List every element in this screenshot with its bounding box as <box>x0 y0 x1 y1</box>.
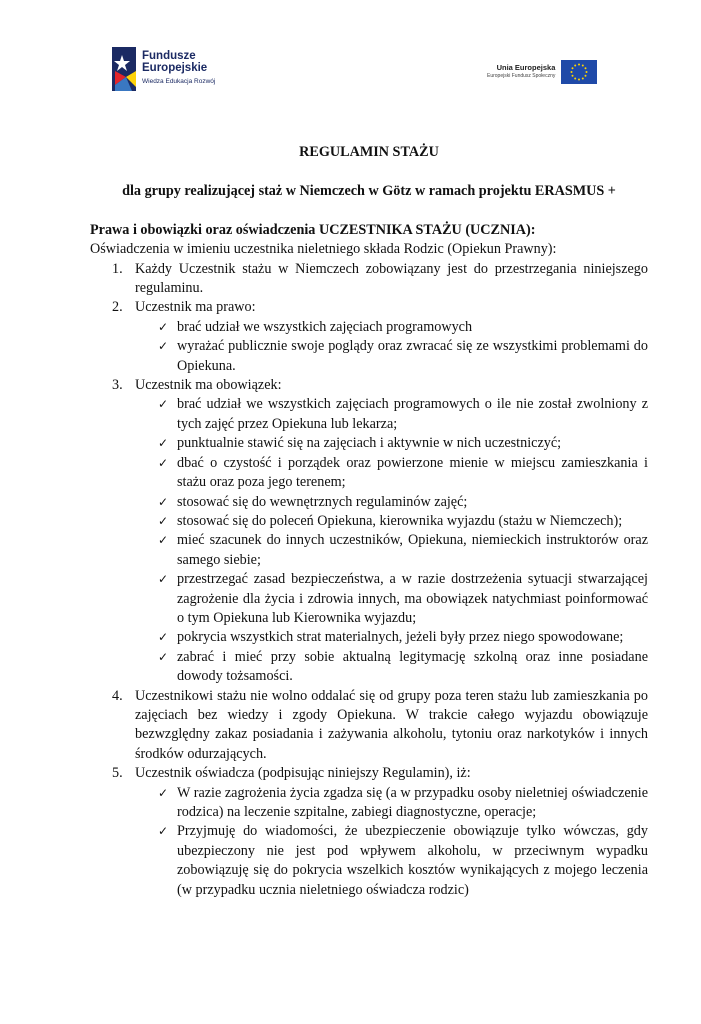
fe-logo-line3: Wiedza Edukacja Rozwój <box>142 78 216 85</box>
checklist-item-text: mieć szacunek do innych uczestników, Opiekuna, niemieckich instruktorów oraz samego siebie; <box>177 532 648 568</box>
checkmark-icon: ✓ <box>158 319 169 334</box>
list-item-number: 2. <box>112 299 123 316</box>
checklist-item-text: brać udział we wszystkich zajęciach programowych <box>177 318 473 335</box>
checklist-item-text: stosować się do wewnętrznych regulaminów zajęć; <box>177 493 468 510</box>
checkmark-icon: ✓ <box>158 533 169 548</box>
list-item-text: Uczestnik ma prawo: <box>135 299 256 316</box>
document-subtitle: dla grupy realizującej staż w Niemczech w Götz w ramach projektu ERASMUS + <box>122 183 616 200</box>
checklist-item <box>90 570 648 628</box>
checklist-item <box>90 628 648 647</box>
checklist-item <box>90 493 648 512</box>
fe-logo-line1: Fundusze <box>142 50 196 62</box>
list-item <box>90 687 648 765</box>
list-item <box>90 764 648 783</box>
checklist-item <box>90 318 648 337</box>
eu-logo <box>487 58 597 86</box>
checklist-item <box>90 395 648 434</box>
checkmark-icon: ✓ <box>158 339 169 354</box>
intro-text: Oświadczenia w imieniu uczestnika nieletniego składa Rodzic (Opiekun Prawny): <box>90 241 557 258</box>
list-item-number: 1. <box>112 260 123 277</box>
list-item-text: Każdy Uczestnik stażu w Niemczech zobowiązany jest do przestrzegania niniejszego regulaminu. <box>135 260 648 297</box>
checkmark-icon: ✓ <box>158 436 169 451</box>
list-item-number: 5. <box>112 765 123 782</box>
checklist-item <box>90 648 648 687</box>
eu-logo-line2: Europejski Fundusz Społeczny <box>487 73 556 79</box>
checkmark-icon: ✓ <box>158 494 169 509</box>
checklist-item-text: punktualnie stawić się na zajęciach i aktywnie w nich uczestniczyć; <box>177 435 562 452</box>
list-item-text: Uczestnikowi stażu nie wolno oddalać się od grupy poza teren stażu lub zamieszkania po zajęciach bez wiedzy i zgody Opiekuna. W trakcie całego wyjazdu obowiązuje bezwzględny zakaz posiadania i zażywania alkoholu, tytoniu oraz narkotyków i innych środków odurzających. <box>135 687 648 762</box>
fe-star-icon <box>112 47 136 91</box>
checklist-item-text: stosować się do poleceń Opiekuna, kierownika wyjazdu (stażu w Niemczech); <box>177 512 623 529</box>
list-item <box>90 376 648 395</box>
page-header <box>0 44 701 94</box>
checklist-item <box>90 512 648 531</box>
list-item <box>90 260 648 299</box>
checklist-item <box>90 531 648 570</box>
eu-flag-icon <box>561 60 597 84</box>
checklist-item-text: pokrycia wszystkich strat materialnych, jeżeli były przez niego spowodowane; <box>177 629 624 646</box>
checklist-item <box>90 784 648 823</box>
checkmark-icon: ✓ <box>158 824 169 839</box>
checklist-item-text: W razie zagrożenia życia zgadza się (a w przypadku osoby nieletniej oświadczenie rodzica) na leczenie szpitalne, zabiegi diagnostyczne, operacje; <box>177 784 648 820</box>
checklist-item-text: dbać o czystość i porządek oraz powierzone mienie w miejscu zamieszkania i stażu oraz poza jego terenem; <box>177 454 648 491</box>
checkmark-icon: ✓ <box>158 649 169 664</box>
checkmark-icon: ✓ <box>158 572 169 587</box>
list-item-number: 3. <box>112 377 123 394</box>
checklist-item-text: zabrać i mieć przy sobie aktualną legitymację szkolną oraz inne posiadane dowody tożsamości. <box>177 648 648 685</box>
checklist-item-text: przestrzegać zasad bezpieczeństwa, a w razie dostrzeżenia sytuacji stwarzającej zagrożenie dla życia i zdrowia innych, ma obowiązek natychmiast poinformować o tym Opiekuna lub Kierownika wyjazdu; <box>177 571 648 626</box>
checkmark-icon: ✓ <box>158 513 169 528</box>
list-item-number: 4. <box>112 687 123 704</box>
checklist-item <box>90 454 648 493</box>
checklist-item-text: brać udział we wszystkich zajęciach programowych o ile nie został zwolniony z tych zajęć przez Opiekuna lub lekarza; <box>177 396 648 432</box>
checklist-item <box>90 822 648 900</box>
checklist-item <box>90 434 648 453</box>
fe-logo-line2: Europejskie <box>142 62 208 74</box>
checkmark-icon: ✓ <box>158 455 169 470</box>
eu-logo-line1: Unia Europejska <box>496 63 556 72</box>
checkmark-icon: ✓ <box>158 785 169 800</box>
numbered-list <box>90 260 648 900</box>
list-item <box>90 298 648 317</box>
document-title: REGULAMIN STAŻU <box>299 144 439 160</box>
section-heading: Prawa i obowiązki oraz oświadczenia UCZESTNIKA STAŻU (UCZNIA): <box>90 221 536 238</box>
list-item-text: Uczestnik ma obowiązek: <box>135 377 282 394</box>
checklist-item-text: wyrażać publicznie swoje poglądy oraz zwracać się ze wszystkimi problemami do Opiekuna. <box>177 338 648 374</box>
checklist-item <box>90 337 648 376</box>
checklist-item-text: Przyjmuję do wiadomości, że ubezpieczenie obowiązuje tylko wówczas, gdy ubezpieczony nie jest pod wpływem alkoholu, w przeciwnym wypadku zobowiązuję się do pokrycia wszelkich kosztów wynikających z mojego leczenia (w przypadku ucznia nieletniego oświadcza rodzic) <box>177 823 648 898</box>
document-body <box>90 143 648 900</box>
fundusze-europejskie-logo <box>112 44 252 94</box>
list-item-text: Uczestnik oświadcza (podpisując niniejszy Regulamin), iż: <box>135 765 471 782</box>
checkmark-icon: ✓ <box>158 630 169 645</box>
checkmark-icon: ✓ <box>158 397 169 412</box>
